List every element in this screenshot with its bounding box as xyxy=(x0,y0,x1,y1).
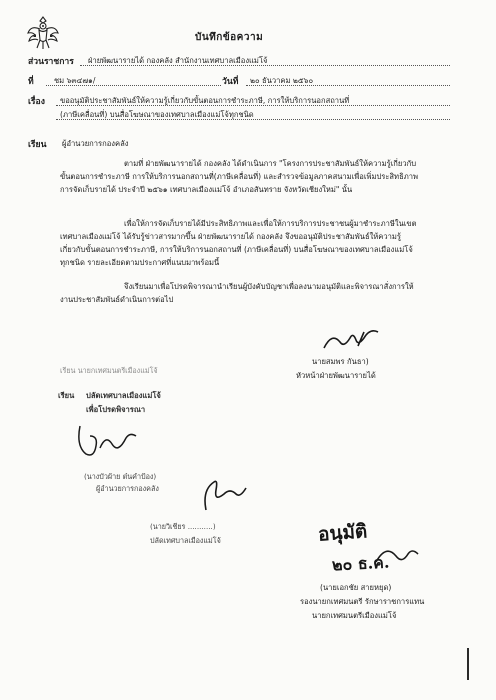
signature-2-icon xyxy=(70,418,150,468)
approval-handwritten-date: ๒๐ ธ.ค. xyxy=(331,552,390,575)
approval-signer-name: (นายเอกชัย สายหยุด) xyxy=(320,583,392,592)
salutation-label: เรียน xyxy=(28,140,47,150)
body-p2-line-4: ทุกชนิด รายละเอียดตามประกาศที่แนบมาพร้อมนี้ xyxy=(60,258,220,267)
body-p2-line-3: เกี่ยวกับขั้นตอนการชำระภาษี, การให้บริการนอกสถานที่ (ภาษีเคลื่อนที่) บนสื่อโฆษณาของเทศบาลเมืองแม่โจ้ xyxy=(60,245,413,254)
approval-signer-position-2: นายกเทศมนตรีเมืองแม่โจ้ xyxy=(312,611,397,620)
forward-stamp-purpose: เพื่อโปรดพิจารณา xyxy=(86,405,146,414)
dept-value: ฝ่ายพัฒนารายได้ กองคลัง สำนักงานเทศบาลเมืองแม่โจ้ xyxy=(88,56,268,65)
body-p2-line-2: เทศบาลเมืองแม่โจ้ ได้รับรู้ข่าวสารมากขึ้น ฝ่ายพัฒนารายได้ กองคลัง จึงขออนุมัติประชาสัมพันธ์ให้ความรู้ xyxy=(60,232,401,241)
subject-line-1: ขออนุมัติประชาสัมพันธ์ให้ความรู้เกี่ยวกับขั้นตอนการชำระภาษี, การให้บริการนอกสถานที่ xyxy=(60,96,350,105)
signature-2-position: ผู้อำนวยการกองคลัง xyxy=(96,484,159,493)
body-p1-line-1: ตามที่ ฝ่ายพัฒนารายได้ กองคลัง ได้ดำเนินการ "โครงการประชาสัมพันธ์ให้ความรู้เกี่ยวกับ xyxy=(124,159,417,168)
salutation-value: ผู้อำนวยการกองคลัง xyxy=(62,139,129,148)
signature-3-position: ปลัดเทศบาลเมืองแม่โจ้ xyxy=(150,536,221,545)
date-label: วันที่ xyxy=(222,77,239,87)
approval-signature-icon xyxy=(372,540,422,570)
signature-1-position: หัวหน้าฝ่ายพัฒนารายได้ xyxy=(296,371,376,380)
ref-value: ชม ๖๓๔๗๑/ xyxy=(54,76,96,85)
signature-3-name: (นายวิเชียร ...........) xyxy=(150,522,216,531)
faint-stamp-line: เรียน นายกเทศมนตรีเมืองแม่โจ้ xyxy=(60,366,158,375)
subject-label: เรื่อง xyxy=(28,97,45,107)
body-p1-line-2: ขั้นตอนการชำระภาษี การให้บริการนอกสถานที่(ภาษีเคลื่อนที่) และสำรวจข้อมูลภาคสนามเพื่อเพิ่มประสิทธิภาพ xyxy=(60,172,418,181)
body-p3-line-2: งานประชาสัมพันธ์ดำเนินการต่อไป xyxy=(60,295,174,304)
body-p2-line-1: เพื่อให้การจัดเก็บรายได้มีประสิทธิภาพและเพื่อให้การบริการประชาชนผู้มาชำระภาษีในเขต xyxy=(124,219,417,228)
signature-2-name: (นางบัวผ้าย ต๋นคำป้อง) xyxy=(84,472,157,481)
forward-stamp-to: ปลัดเทศบาลเมืองแม่โจ้ xyxy=(86,391,161,400)
memo-title: บันทึกข้อความ xyxy=(195,32,264,43)
dept-underline xyxy=(80,65,450,66)
signature-3-icon xyxy=(186,476,256,516)
dept-label: ส่วนราชการ xyxy=(28,57,74,67)
forward-stamp-label: เรียน xyxy=(58,391,75,400)
body-p1-line-3: การจัดเก็บรายได้ ประจำปี ๒๕๖๑ เทศบาลเมืองแม่โจ้ อำเภอสันทราย จังหวัดเชียงใหม่" นั้น xyxy=(60,185,353,194)
signature-1-name: นายสมพร กันธา) xyxy=(312,357,369,366)
margin-pen-mark xyxy=(467,648,469,680)
garuda-emblem-icon xyxy=(26,14,60,52)
subject-underline-1 xyxy=(56,105,450,106)
ref-label: ที่ xyxy=(28,77,34,87)
subject-line-2: (ภาษีเคลื่อนที่) บนสื่อโฆษณาของเทศบาลเมืองแม่โจ้ทุกชนิด xyxy=(60,110,254,119)
approval-handwritten-word: อนุมัติ xyxy=(317,520,368,546)
body-p3-line-1: จึงเรียนมาเพื่อโปรดพิจารณานำเรียนผู้บังคับบัญชาเพื่อลงนามอนุมัติและพิจารณาสั่งการให้ xyxy=(124,282,414,291)
subject-underline-2 xyxy=(56,119,450,120)
signature-1-icon xyxy=(318,326,388,356)
date-value: ๒๐ ธันวาคม ๒๕๖๐ xyxy=(250,76,314,85)
date-underline xyxy=(246,85,450,86)
ref-underline xyxy=(46,85,221,86)
approval-signer-position-1: รองนายกเทศมนตรี รักษาราชการแทน xyxy=(300,597,425,606)
